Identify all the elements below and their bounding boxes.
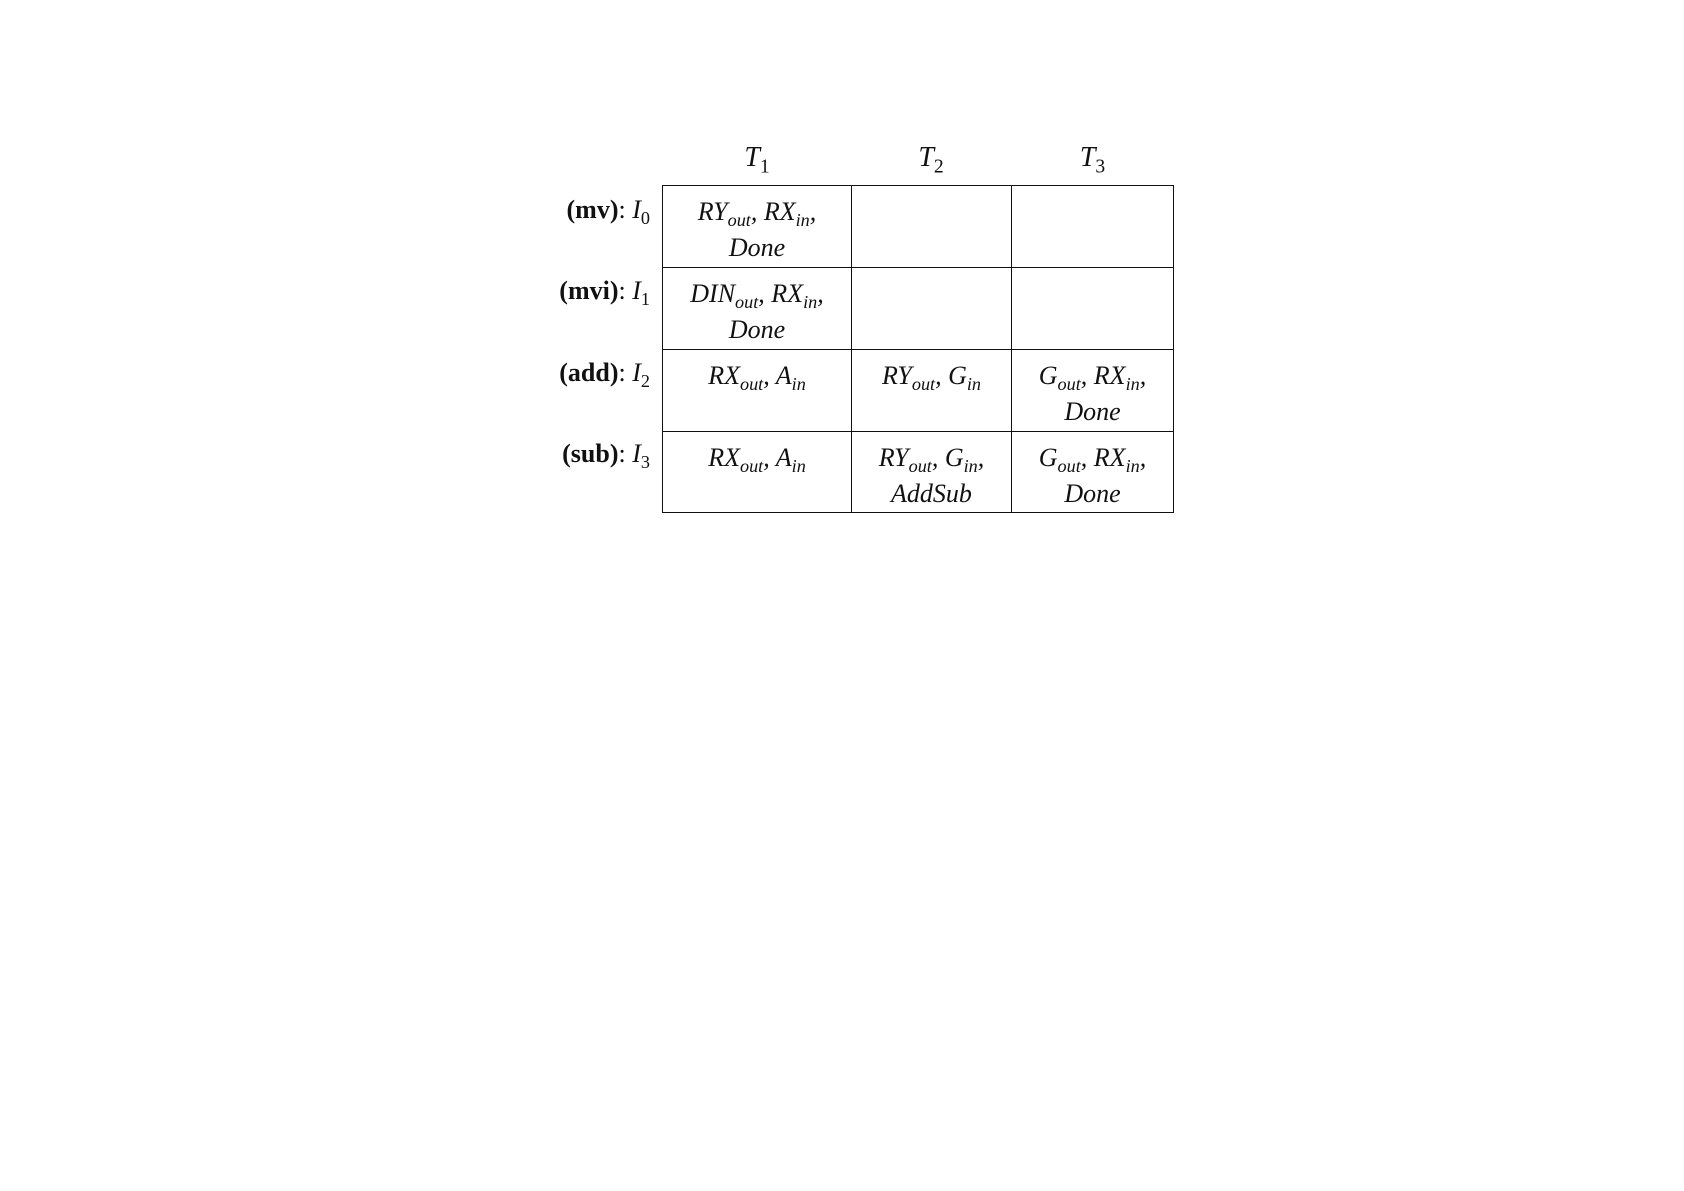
column-header-t1	[663, 142, 851, 178]
signal-subscript: in	[1125, 373, 1140, 394]
signal-subscript: out	[739, 455, 764, 476]
cell-signal-line2: AddSub	[891, 479, 972, 508]
cell-signals	[852, 358, 1011, 394]
table-row	[663, 432, 1174, 513]
cell-signals	[663, 194, 851, 230]
signal-subscript: out	[908, 455, 932, 476]
signal-name: G	[1038, 361, 1058, 390]
separator: ,	[763, 443, 776, 472]
signal-subscript: in	[803, 291, 818, 312]
signal-name: RX	[1093, 361, 1126, 390]
row-label-op: (mv)	[566, 195, 619, 224]
table-cell	[852, 268, 1012, 350]
signal-subscript: out	[1057, 373, 1081, 394]
separator: ,	[935, 361, 949, 390]
column-header-base: T	[1079, 142, 1096, 173]
table-cell	[1012, 186, 1174, 268]
table-cell	[1012, 432, 1174, 513]
row-label-mvi	[530, 276, 650, 309]
separator: ,	[750, 197, 764, 226]
signal-name: RY	[697, 197, 728, 226]
row-label-sep: :	[618, 276, 633, 305]
cell-signal-line2: Done	[728, 315, 786, 344]
row-label-sep: :	[618, 439, 633, 468]
signal-subscript: in	[795, 209, 810, 230]
separator: ,	[1080, 361, 1094, 390]
cell-signals	[1012, 358, 1173, 394]
signal-subscript: in	[791, 455, 806, 476]
signal-name: A	[775, 443, 792, 472]
table-cell	[852, 186, 1012, 268]
separator: ,	[1139, 443, 1147, 472]
signal-name: RX	[1093, 443, 1126, 472]
table-cell	[1012, 268, 1174, 350]
column-header-base: T	[918, 142, 934, 173]
row-label-instr-sub: 1	[640, 288, 650, 309]
row-label-instr-sub: 3	[640, 451, 650, 472]
row-label-op: (mvi)	[559, 276, 619, 305]
separator: ,	[931, 443, 945, 472]
cell-signal-line2: Done	[728, 233, 786, 262]
table-row	[663, 186, 1174, 268]
signal-name: G	[944, 443, 964, 472]
signal-name: RX	[771, 279, 804, 308]
row-label-add	[530, 358, 650, 391]
column-header-sub: 3	[1095, 156, 1106, 178]
signal-name: RX	[708, 361, 740, 390]
signal-subscript: in	[963, 455, 978, 476]
cell-signal-line2: Done	[1064, 397, 1121, 426]
column-header-t2	[851, 142, 1011, 178]
column-header-sub: 2	[933, 156, 944, 178]
signal-name: DIN	[690, 279, 736, 308]
cell-signals	[663, 358, 851, 394]
signal-subscript: in	[1125, 455, 1140, 476]
column-header-sub: 1	[759, 156, 770, 178]
table-cell	[663, 350, 852, 432]
table-cell	[852, 432, 1012, 513]
separator: ,	[758, 279, 772, 308]
row-label-instr-sub: 0	[640, 207, 650, 228]
cell-signals	[663, 276, 851, 312]
row-label-sep: :	[618, 195, 633, 224]
signal-name: G	[1038, 443, 1058, 472]
signal-subscript: out	[727, 209, 751, 230]
signal-subscript: in	[791, 373, 806, 394]
signal-subscript: out	[911, 373, 936, 394]
signal-name: G	[948, 361, 967, 390]
signal-subscript: out	[735, 291, 759, 312]
column-header-base: T	[744, 142, 760, 173]
separator: ,	[1139, 361, 1147, 390]
separator: ,	[763, 361, 776, 390]
row-label-sub	[530, 439, 650, 472]
signal-name: RX	[708, 443, 740, 472]
row-label-op: (sub)	[562, 439, 619, 468]
cell-signals	[1012, 440, 1173, 476]
row-label-sep: :	[618, 358, 633, 387]
signal-subscript: in	[966, 373, 982, 394]
separator: ,	[1080, 443, 1094, 472]
cell-signals	[852, 440, 1011, 476]
signal-subscript: out	[1057, 455, 1081, 476]
signal-subscript: out	[739, 373, 764, 394]
separator: ,	[977, 443, 985, 472]
cell-signals	[663, 440, 851, 476]
signal-name: RX	[763, 197, 796, 226]
cell-signal-line2: Done	[1064, 479, 1121, 508]
separator: ,	[809, 197, 817, 226]
row-label-instr: I	[632, 358, 641, 387]
table-cell	[1012, 350, 1174, 432]
separator: ,	[817, 279, 824, 308]
row-label-instr: I	[632, 276, 641, 305]
row-label-instr-sub: 2	[640, 370, 650, 391]
table-cell	[663, 268, 852, 350]
table-cell	[663, 432, 852, 513]
row-label-instr: I	[632, 195, 641, 224]
table-cell	[852, 350, 1012, 432]
column-header-t3	[1011, 142, 1174, 178]
signal-name: A	[775, 361, 792, 390]
row-label-mv	[530, 195, 650, 228]
table-cell	[663, 186, 852, 268]
row-label-instr: I	[632, 439, 641, 468]
table-row	[663, 268, 1174, 350]
table-row	[663, 350, 1174, 432]
signal-name: RY	[878, 443, 909, 472]
row-label-op: (add)	[559, 358, 619, 387]
signal-name: RY	[881, 361, 912, 390]
control-signal-table	[662, 185, 1174, 513]
